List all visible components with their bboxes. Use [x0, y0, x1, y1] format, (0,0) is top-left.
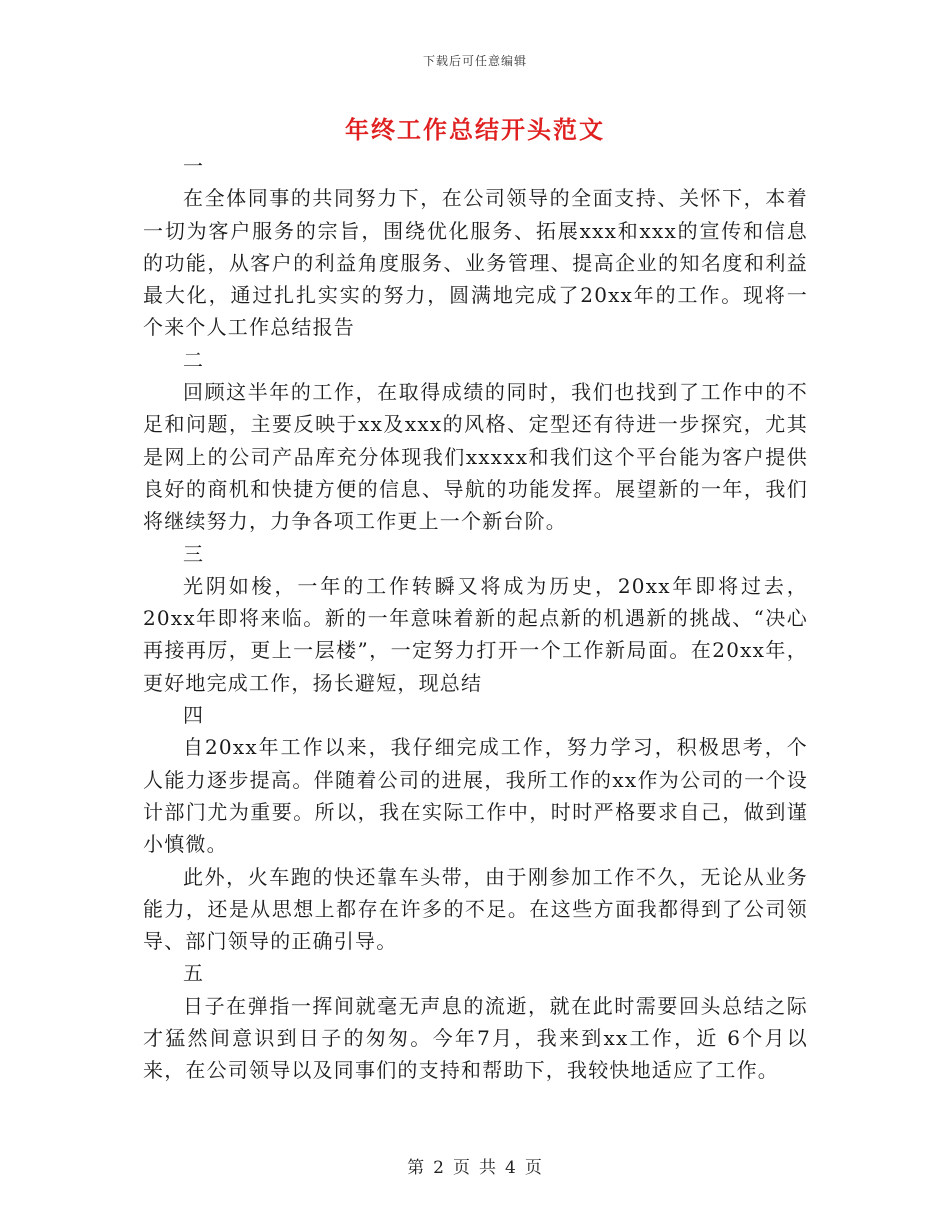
section-label: 二: [183, 347, 205, 372]
document-body: [143, 150, 808, 1087]
section-label: 五: [183, 961, 205, 986]
total-pages-number: 4: [505, 1158, 517, 1178]
page-label-suffix: 页: [524, 1158, 543, 1178]
paragraph: 日子在弹指一挥间就毫无声息的流逝，就在此时需要回头总结之际才猛然间意识到日子的匆匆。今年7月，我来到xx工作，近 6个月以来，在公司领导以及同事们的支持和帮助下，我较快地适应了工作。: [143, 993, 808, 1083]
section-label: 三: [183, 541, 205, 566]
page-label-prefix: 第: [407, 1158, 426, 1178]
paragraph: 光阴如梭，一年的工作转瞬又将成为历史，20xx年即将过去，20xx年即将来临。新的一年意味着新的起点新的机遇新的挑战、“决心再接再厉，更上一层楼”，一定努力打开一个工作新局面。在20xx年，更好地完成工作，扬长避短，现总结: [143, 573, 808, 695]
section-label: 四: [183, 703, 205, 728]
page-label-mid: 页: [453, 1158, 471, 1178]
header-note: 下载后可任意编辑: [422, 54, 527, 68]
total-label: 共: [479, 1158, 497, 1178]
current-page-number: 2: [433, 1158, 445, 1178]
paragraph: 自20xx年工作以来，我仔细完成工作，努力学习，积极思考，个人能力逐步提高。伴随着公司的进展，我所工作的xx作为公司的一个设计部门尤为重要。所以，我在实际工作中，时时严格要求自己，做到谨小慎微。: [143, 735, 808, 857]
paragraph: 在全体同事的共同努力下，在公司领导的全面支持、关怀下，本着一切为客户服务的宗旨，围绕优化服务、拓展xxx和xxx的宣传和信息的功能，从客户的利益角度服务、业务管理、提高企业的知名度和利益最大化，通过扎扎实实的努力，圆满地完成了20xx年的工作。现将一个来个人工作总结报告: [143, 186, 808, 340]
paragraph: 回顾这半年的工作，在取得成绩的同时，我们也找到了工作中的不足和问题，主要反映于xx及xxx的风格、定型还有待进一步探究，尤其是网上的公司产品库充分体现我们xxxxx和我们这个平台能为客户提供良好的商机和快捷方便的信息、导航的功能发挥。展望新的一年，我们将继续努力，力争各项工作更上一个新台阶。: [143, 380, 808, 534]
document-title: 年终工作总结开头范文: [345, 115, 605, 144]
paragraph: 此外，火车跑的快还靠车头带，由于刚参加工作不久，无论从业务能力，还是从思想上都存在许多的不足。在这些方面我都得到了公司领导、部门领导的正确引导。: [143, 864, 808, 954]
page-footer: [0, 1153, 950, 1178]
section-label: 一: [183, 154, 205, 178]
